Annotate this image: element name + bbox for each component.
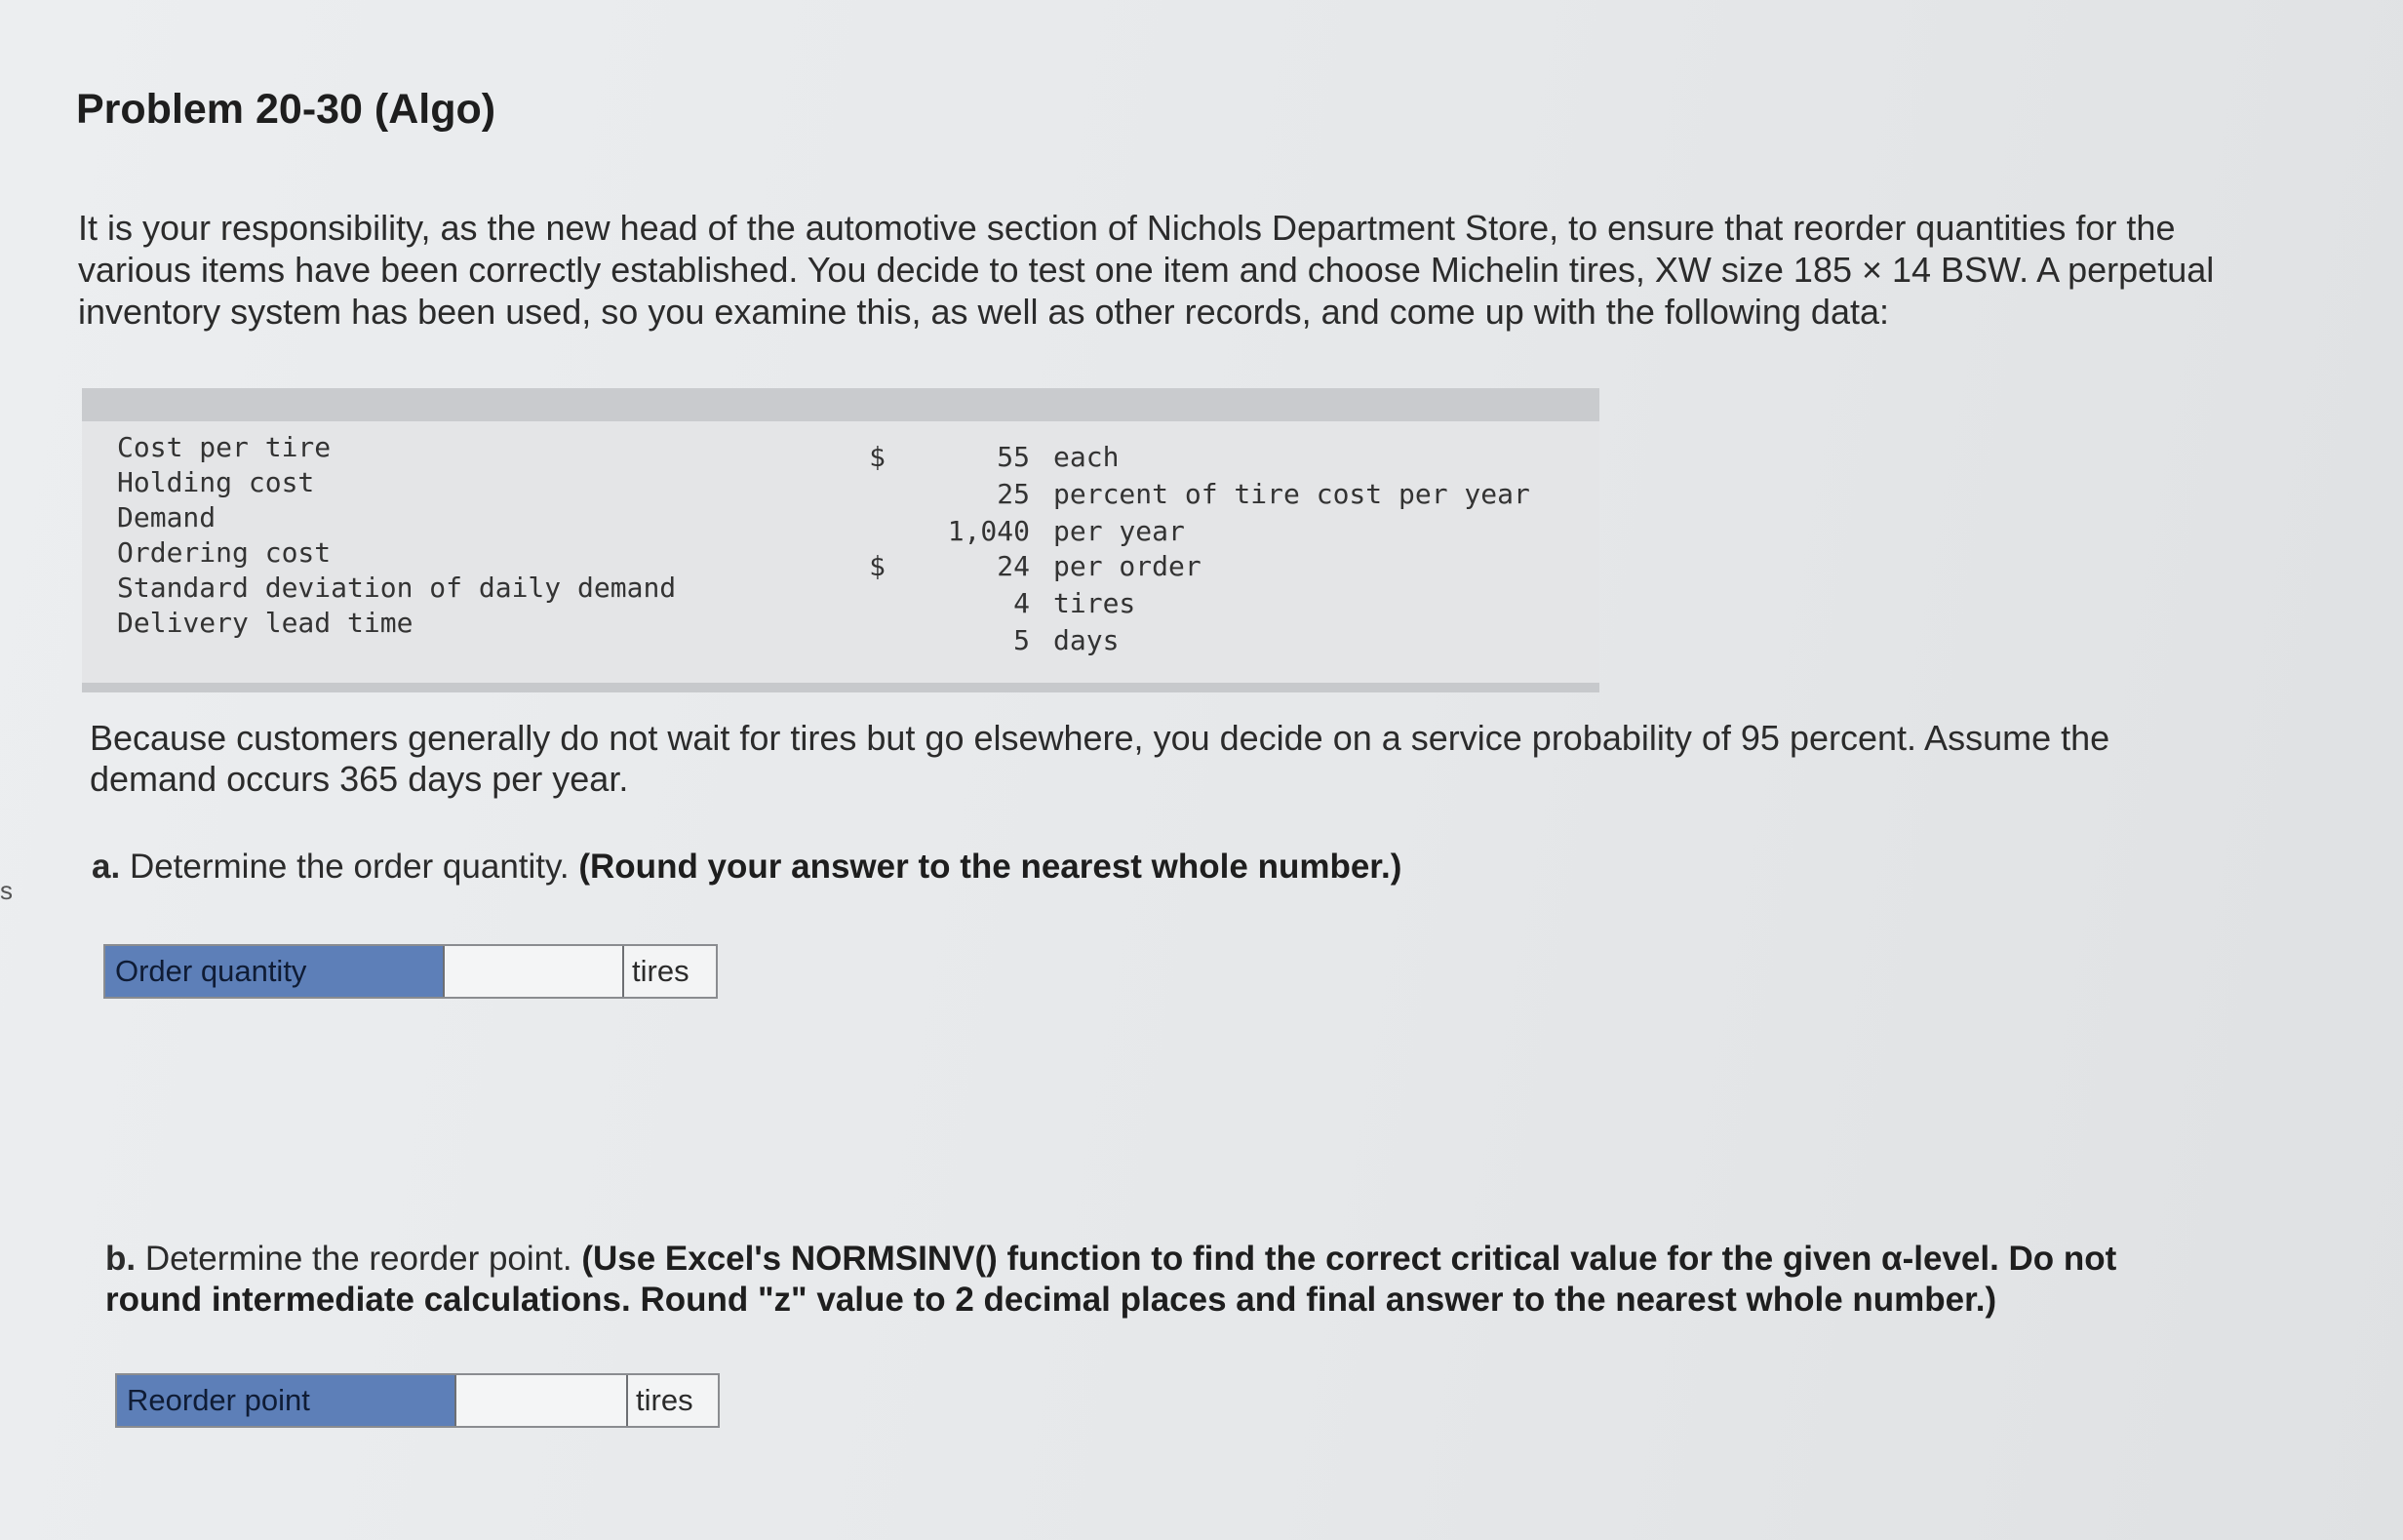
order-quantity-label: Order quantity	[105, 946, 443, 997]
row-unit: each	[1053, 441, 1120, 473]
row-unit: percent of tire cost per year	[1053, 478, 1530, 510]
reorder-point-label: Reorder point	[117, 1375, 454, 1426]
table-row	[82, 536, 1599, 582]
row-label: Ordering cost	[117, 536, 332, 569]
row-value: 5	[1013, 624, 1030, 656]
row-value: 55	[997, 441, 1030, 473]
problem-title: Problem 20-30 (Algo)	[76, 86, 496, 133]
question-b-instruction: (Use Excel's NORMSINV() function to find the correct critical value for the given α-level. Do not round intermediate calculations. Round "z" value to 2 decimal places and final answer to the nearest whole number.)	[105, 1240, 2117, 1319]
table-row	[82, 501, 1599, 547]
table-row	[82, 607, 1599, 656]
order-quantity-row	[103, 944, 718, 999]
service-probability-paragraph: Because customers generally do not wait for tires but go elsewhere, you decide on a service probability of 95 percent. Assume the demand occurs 365 days per year.	[90, 718, 2110, 799]
row-label: Cost per tire	[117, 431, 332, 463]
question-a	[92, 847, 2237, 888]
row-currency: $	[869, 441, 886, 473]
row-label: Demand	[117, 501, 217, 533]
question-b-letter: b.	[105, 1240, 137, 1278]
table-row	[82, 431, 1599, 473]
row-unit: per order	[1053, 550, 1202, 582]
row-value: 4	[1013, 587, 1030, 619]
row-unit: days	[1053, 624, 1120, 656]
row-label: Delivery lead time	[117, 607, 414, 639]
row-unit: tires	[1053, 587, 1136, 619]
problem-intro: It is your responsibility, as the new head of the automotive section of Nichols Department Store, to ensure that reorder quantities for the various items have been correctly established. You decide to test one item and choose Michelin tires, XW size 185 × 14 BSW. A perpetual inventory system has been used, so you examine this, as well as other records, and come up with the following data:	[78, 208, 2215, 332]
reorder-point-row	[115, 1373, 720, 1428]
order-quantity-unit: tires	[632, 954, 689, 988]
data-table	[82, 388, 1599, 692]
question-a-text: Determine the order quantity.	[129, 848, 570, 886]
table-row	[82, 466, 1599, 510]
question-b-text: Determine the reorder point.	[144, 1240, 572, 1278]
table-row	[82, 572, 1599, 619]
reorder-point-input[interactable]	[454, 1375, 628, 1426]
question-a-letter: a.	[92, 848, 121, 886]
edge-mark: s	[0, 876, 13, 905]
question-b	[105, 1239, 2202, 1321]
reorder-point-unit: tires	[636, 1383, 693, 1417]
row-label: Standard deviation of daily demand	[117, 572, 677, 604]
row-currency: $	[869, 550, 886, 582]
question-a-instruction: (Round your answer to the nearest whole number.)	[578, 848, 1402, 886]
row-label: Holding cost	[117, 466, 315, 498]
row-unit: per year	[1053, 515, 1185, 547]
row-value: 25	[997, 478, 1030, 510]
order-quantity-input[interactable]	[443, 946, 624, 997]
row-value: 1,040	[947, 515, 1030, 547]
row-value: 24	[997, 550, 1030, 582]
